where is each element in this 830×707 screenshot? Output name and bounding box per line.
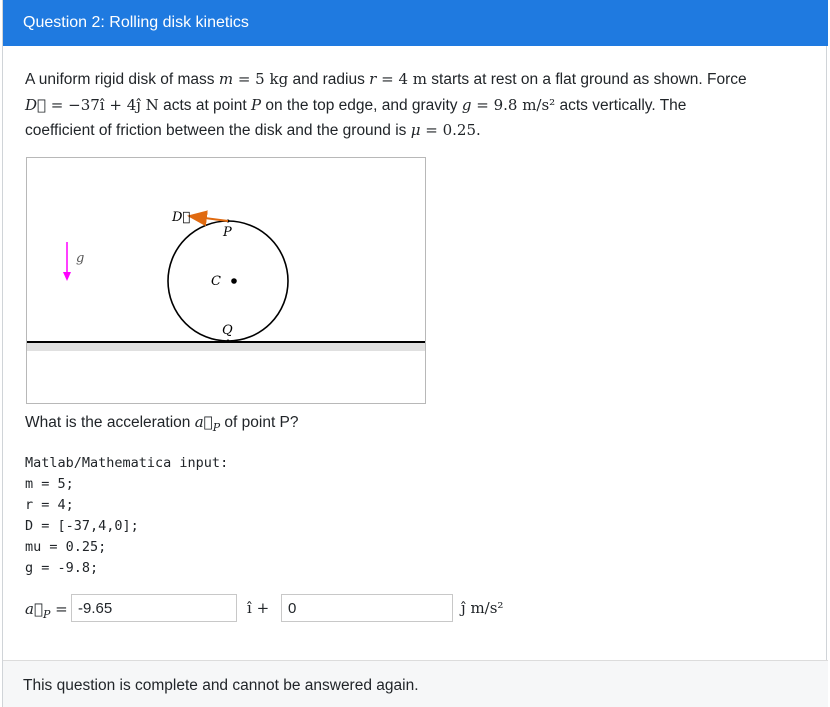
matlab-line: m = 5; [25, 476, 74, 492]
disk-diagram [27, 158, 425, 403]
point-p-symbol: P [250, 95, 262, 114]
problem-text: acts vertically. The [555, 96, 687, 114]
j-hat: ȷ̂ [461, 599, 466, 617]
answer-row [25, 594, 825, 626]
point-q-dot [227, 340, 230, 343]
accel-symbol: a⃗ [25, 600, 43, 618]
friction-symbol: μ [410, 121, 421, 139]
radius-value: = 4 m [376, 70, 427, 88]
problem-text: and radius [288, 71, 370, 88]
gravity-label: g [76, 251, 85, 266]
problem-text: on the top edge, and gravity [261, 96, 462, 114]
gravity-arrowhead [63, 272, 71, 281]
completion-footer [3, 660, 828, 707]
problem-text: acts at point [158, 96, 251, 114]
center-label: C [211, 274, 221, 289]
matlab-line: g = -9.8; [25, 560, 99, 576]
force-label: D⃗ [172, 210, 191, 225]
question-header [3, 0, 828, 46]
j-unit-label [461, 599, 503, 617]
matlab-line: mu = 0.25; [25, 539, 107, 555]
accel-symbol: a⃗ [194, 413, 213, 431]
matlab-line: r = 4; [25, 497, 74, 513]
gravity-symbol: g [461, 95, 472, 114]
radius-symbol: r [369, 70, 377, 88]
problem-statement [25, 67, 815, 144]
question-text: What is the acceleration [25, 414, 195, 431]
equals-sign: = [50, 600, 68, 618]
problem-text: coefficient of friction between the disk and the ground is [25, 122, 411, 139]
force-symbol: D⃗ [25, 95, 47, 114]
question-text: of point P? [220, 414, 299, 431]
accel-units: m/s² [470, 599, 504, 617]
matlab-heading: Matlab/Mathematica input: [25, 455, 229, 471]
x-component-input[interactable]: -9.65 [71, 594, 237, 622]
friction-value: = 0.25. [420, 121, 481, 139]
gravity-value: = 9.8 m/s² [471, 95, 556, 114]
point-p-label: P [223, 225, 232, 240]
question-prompt [25, 413, 299, 434]
matlab-input-block [25, 453, 228, 579]
question-card [2, 0, 827, 707]
mass-symbol: m [218, 70, 234, 88]
accel-subscript: P [42, 608, 51, 621]
center-dot [231, 278, 237, 284]
accel-subscript: P [212, 421, 221, 435]
problem-text: starts at rest on a flat ground as shown. Force [426, 71, 747, 88]
matlab-line: D = [-37,4,0]; [25, 518, 139, 534]
problem-text: A uniform rigid disk of mass [25, 71, 219, 88]
ground-shade [27, 342, 425, 351]
point-q-label: Q [222, 323, 233, 338]
completion-message: This question is complete and cannot be answered again. [23, 677, 419, 694]
question-title: Question 2: Rolling disk kinetics [23, 14, 249, 31]
mass-value: = 5 kg [233, 70, 289, 88]
force-arrow [189, 216, 228, 221]
y-component-input[interactable]: 0 [281, 594, 453, 622]
answer-label [25, 600, 68, 621]
disk-figure [26, 157, 426, 404]
force-value: = −37ı̂ + 4ȷ̂ N [46, 95, 159, 114]
i-unit-label: ı̂ + [247, 599, 270, 617]
